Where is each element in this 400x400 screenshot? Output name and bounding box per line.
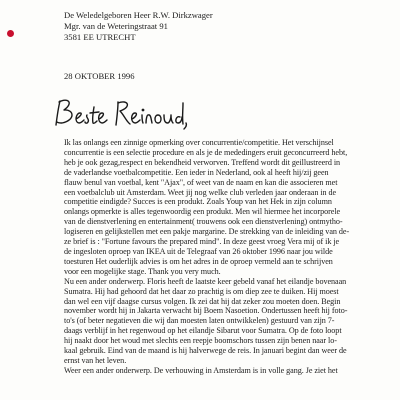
body-line: heb je ook gezag,respect en bekendheid verworven. Treffend wordt dit geillustreerd in: [64, 157, 341, 167]
body-line: ernst van het leven.: [64, 355, 127, 365]
body-line: november wordt hij in Jakarta verwacht bij Boem Nasoetion. Ondertussen heeft hij foto-: [64, 306, 348, 316]
recipient-name: De Weledelgeboren Heer R.W. Dirkzwager: [64, 10, 213, 20]
body-line: Ik las onlangs een zinnige opmerking over concurrentie/competitie. Het verschijnsel: [64, 138, 334, 147]
body-line: competitie eindigde? Succes is een produkt. Zoals Youp van het Hek in zijn column: [64, 197, 332, 207]
handwritten-salutation: [52, 95, 192, 131]
letter-body: [64, 138, 394, 376]
body-line: Sumatra. Hij had gehoord dat het daar zo prachtig is om diep zee te duiken. Hij moest: [64, 286, 339, 296]
body-line: een voetbalclub uit Amsterdam. Weet jij nog welke club verleden jaar onderaan in de: [64, 187, 337, 197]
recipient-address: [64, 10, 213, 44]
body-line: voor een mogelijke stage. Thank you very much.: [64, 266, 221, 276]
recipient-city: 3581 EE UTRECHT: [64, 32, 136, 43]
body-line: daags verblijf in het regenwoud op het eilandje Sibarut voor Sumatra. Op de foto loopt: [64, 326, 342, 336]
body-line: to's (of beter negatieven die wij dan moesten laten ontwikkelen) gestuurd van zijn 7-: [64, 316, 335, 326]
body-line: flauw benul van voetbal, kent "Ajax", of weet van de naam en kan die associeren met: [64, 177, 338, 187]
body-line: toesturen Het ouderlijk advies is om het adres in de oproep vermeld aan te schrijven: [64, 256, 333, 266]
body-line: dan wel een vijf daagse cursus volgen. Ik zei dat hij dat zeker zou moeten doen. Begin: [64, 296, 341, 306]
red-ink-dot: [7, 30, 14, 37]
body-line: Weer een ander onderwerp. De verhouwing in Amsterdam is in volle gang. Je ziet het: [64, 365, 338, 375]
body-line: kaal gebruik. Eind van de maand is hij halverwege de reis. In januari begint dan weer de: [64, 346, 347, 356]
letter-date: 28 OKTOBER 1996: [64, 71, 135, 81]
body-line: logiseren en gelijkstellen met een pakje margarine. De strekking van de inleiding van de-: [64, 227, 350, 237]
recipient-street: Mgr. van de Weteringstraat 91: [64, 21, 168, 32]
body-line: de ingesloten oproep van IKEA uit de Telegraaf van 26 oktober 1996 naar jou wilde: [64, 246, 333, 256]
body-line: onlangs opmerkte is alles tegenwoordig een produkt. Men wil hiermee het incorporele: [64, 207, 341, 217]
body-line: Nu een ander onderwerp. Floris heeft de laatste keer gebeld vanaf het eilandje bovenaan: [64, 276, 347, 286]
body-line: concurrentie is een selectie procedure en als je de mededingers eruit geconcurreerd hebt,: [64, 147, 348, 157]
body-line: van de dienstverlening en entertainment( trouwens ook een dienstverlening) ontmytho-: [64, 217, 343, 227]
body-line: ze brief is : "Fortune favours the prepared mind". In deze geest vroeg Vera mij of ik je: [64, 237, 340, 247]
body-line: de vaderlandse voetbalcompetitie. Een ieder in Nederland, ook al heeft hij/zij geen: [64, 167, 329, 177]
body-line: hij naakt door het woud met slechts een reepje boomschors tussen zijn benen naar lo-: [64, 336, 337, 346]
